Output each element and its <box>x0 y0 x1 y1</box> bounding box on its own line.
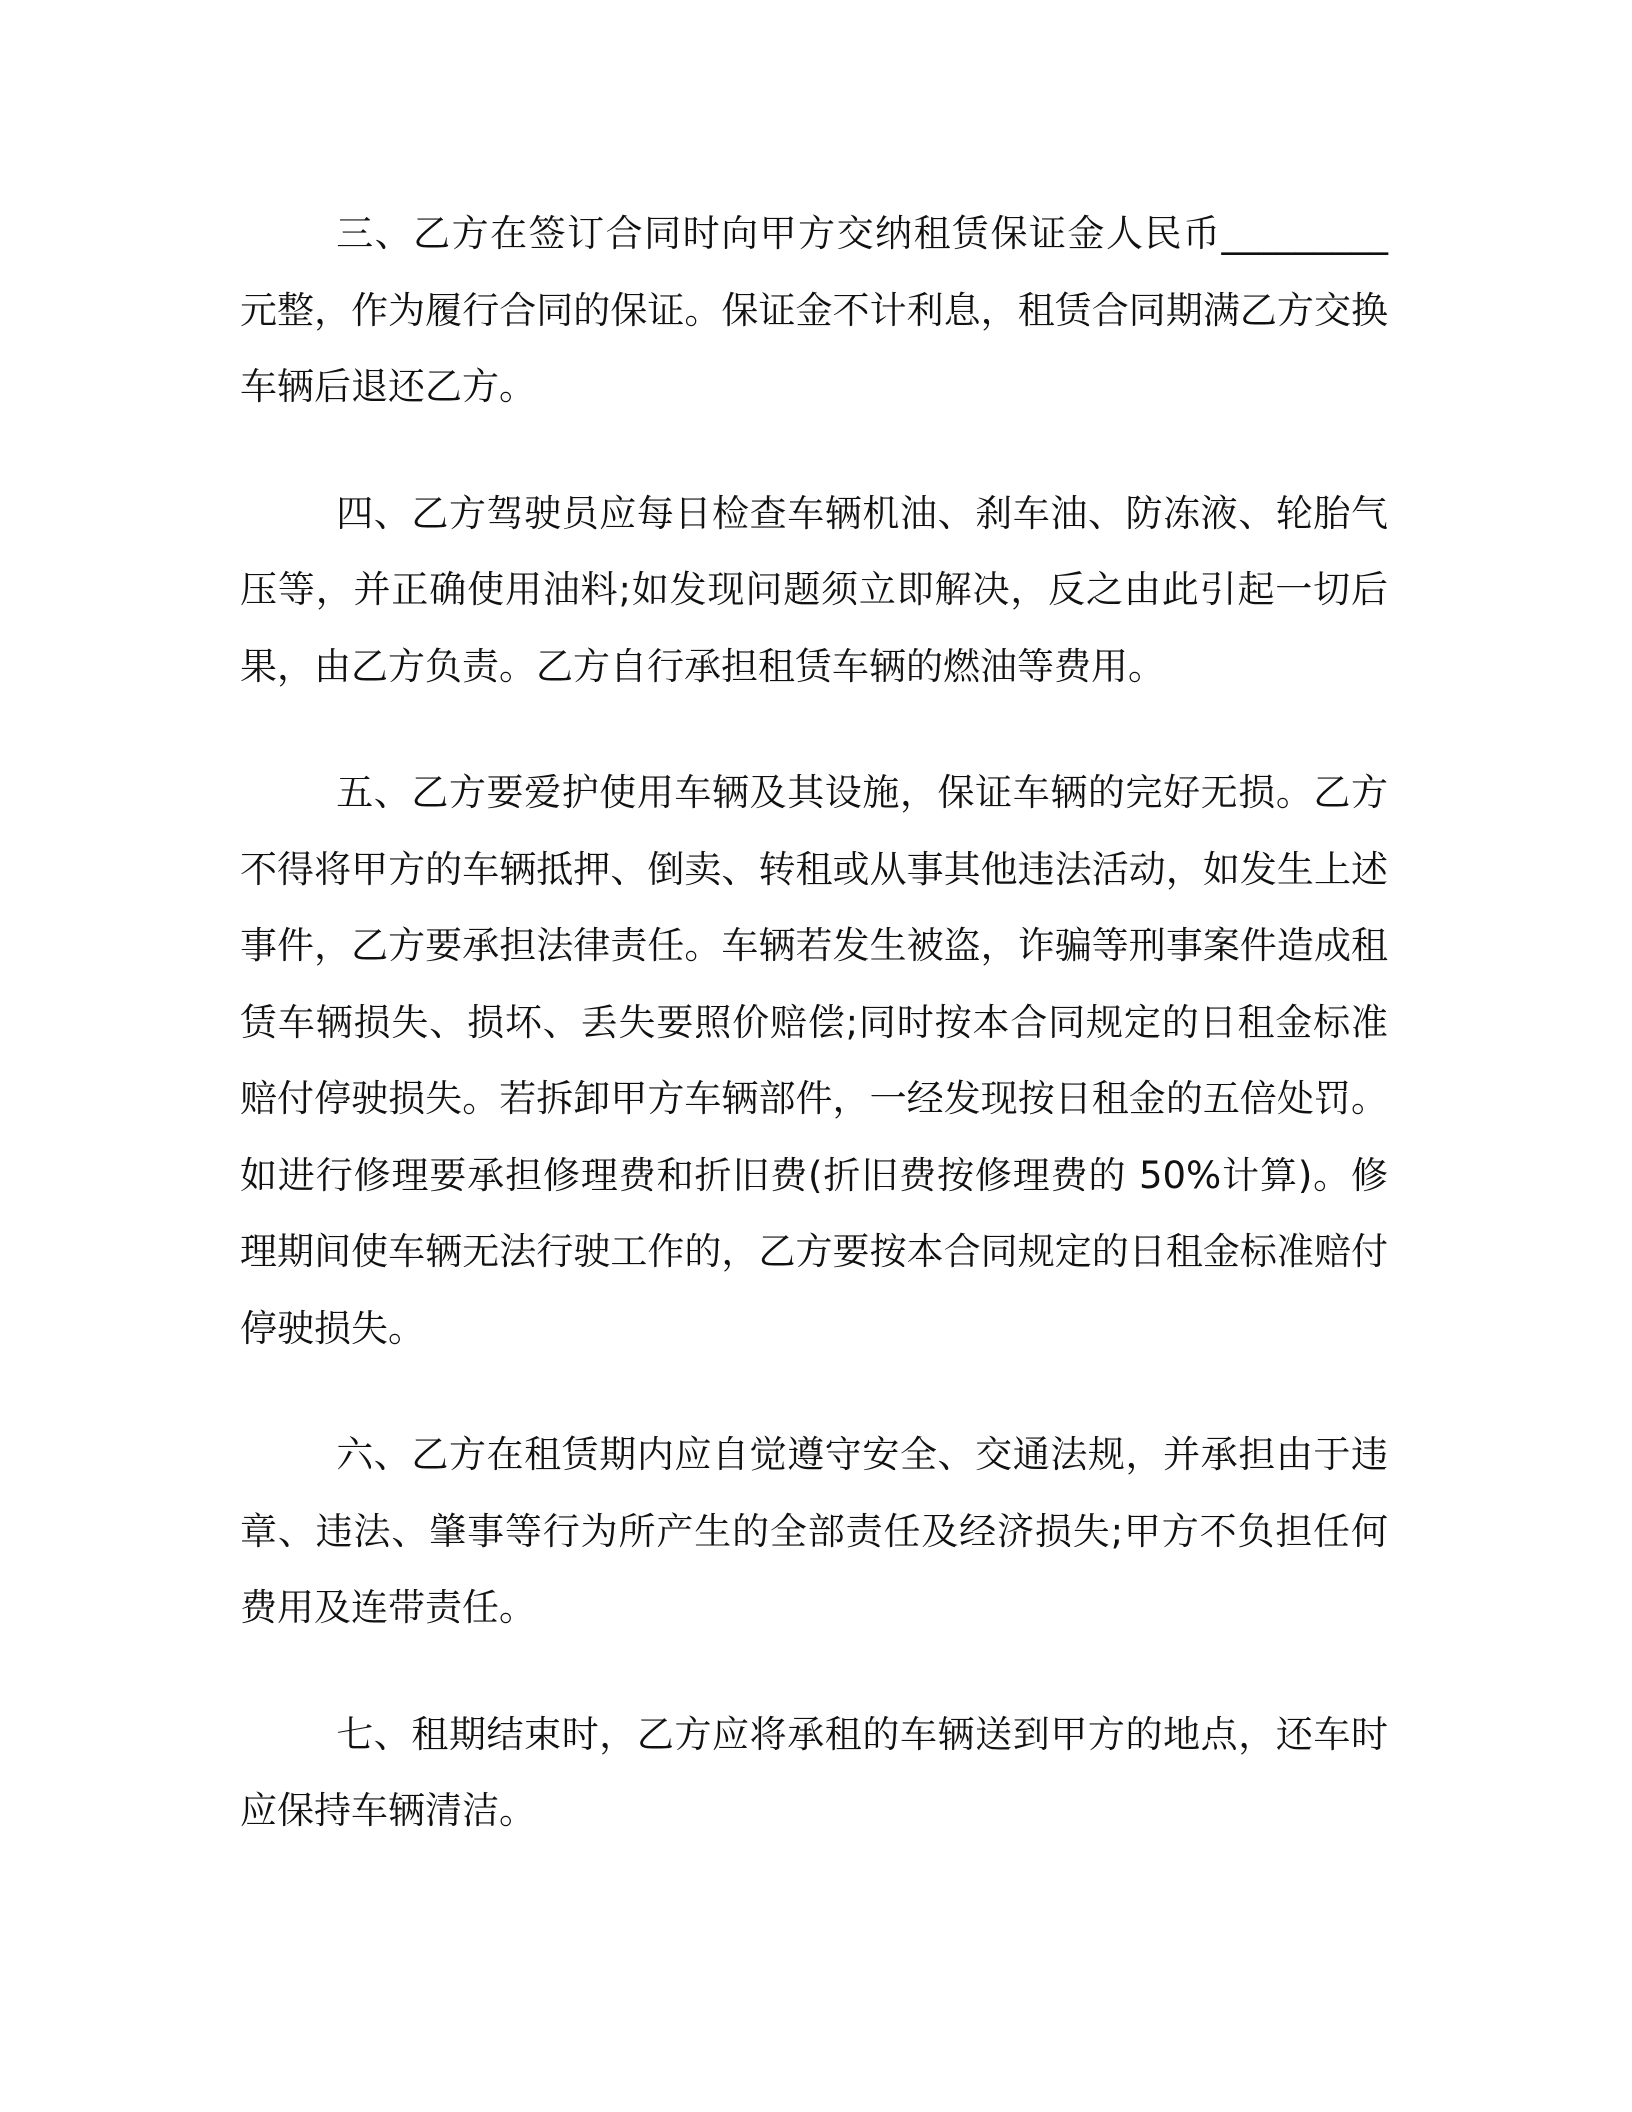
contract-body <box>240 196 1388 1900</box>
clause-3-paragraph: 三、乙方在签订合同时向甲方交纳租赁保证金人民币_________元整，作为履行合同的保证。保证金不计利息，租赁合同期满乙方交换车辆后退还乙方。 <box>240 212 1388 408</box>
clause-7-paragraph: 七、租期结束时，乙方应将承租的车辆送到甲方的地点，还车时应保持车辆清洁。 <box>240 1712 1388 1832</box>
clause-6-paragraph: 六、乙方在租赁期内应自觉遵守安全、交通法规，并承担由于违章、违法、肇事等行为所产生的全部责任及经济损失;甲方不负担任何费用及连带责任。 <box>240 1433 1388 1629</box>
clause-5-paragraph: 五、乙方要爱护使用车辆及其设施，保证车辆的完好无损。乙方不得将甲方的车辆抵押、倒卖、转租或从事其他违法活动，如发生上述事件，乙方要承担法律责任。车辆若发生被盗，诈骗等刑事案件造成租赁车辆损失、损坏、丢失要照价赔偿;同时按本合同规定的日租金标准赔付停驶损失。若拆卸甲方车辆部件，一经发现按日租金的五倍处罚。如进行修理要承担修理费和折旧费(折旧费按修理费的 50%计算)。修理期间使车辆无法行驶工作的，乙方要按本合同规定的日租金标准赔付停驶损失。 <box>240 771 1388 1350</box>
clause-4-paragraph: 四、乙方驾驶员应每日检查车辆机油、刹车油、防冻液、轮胎气压等，并正确使用油料;如发现问题须立即解决，反之由此引起一切后果，由乙方负责。乙方自行承担租赁车辆的燃油等费用。 <box>240 491 1388 688</box>
